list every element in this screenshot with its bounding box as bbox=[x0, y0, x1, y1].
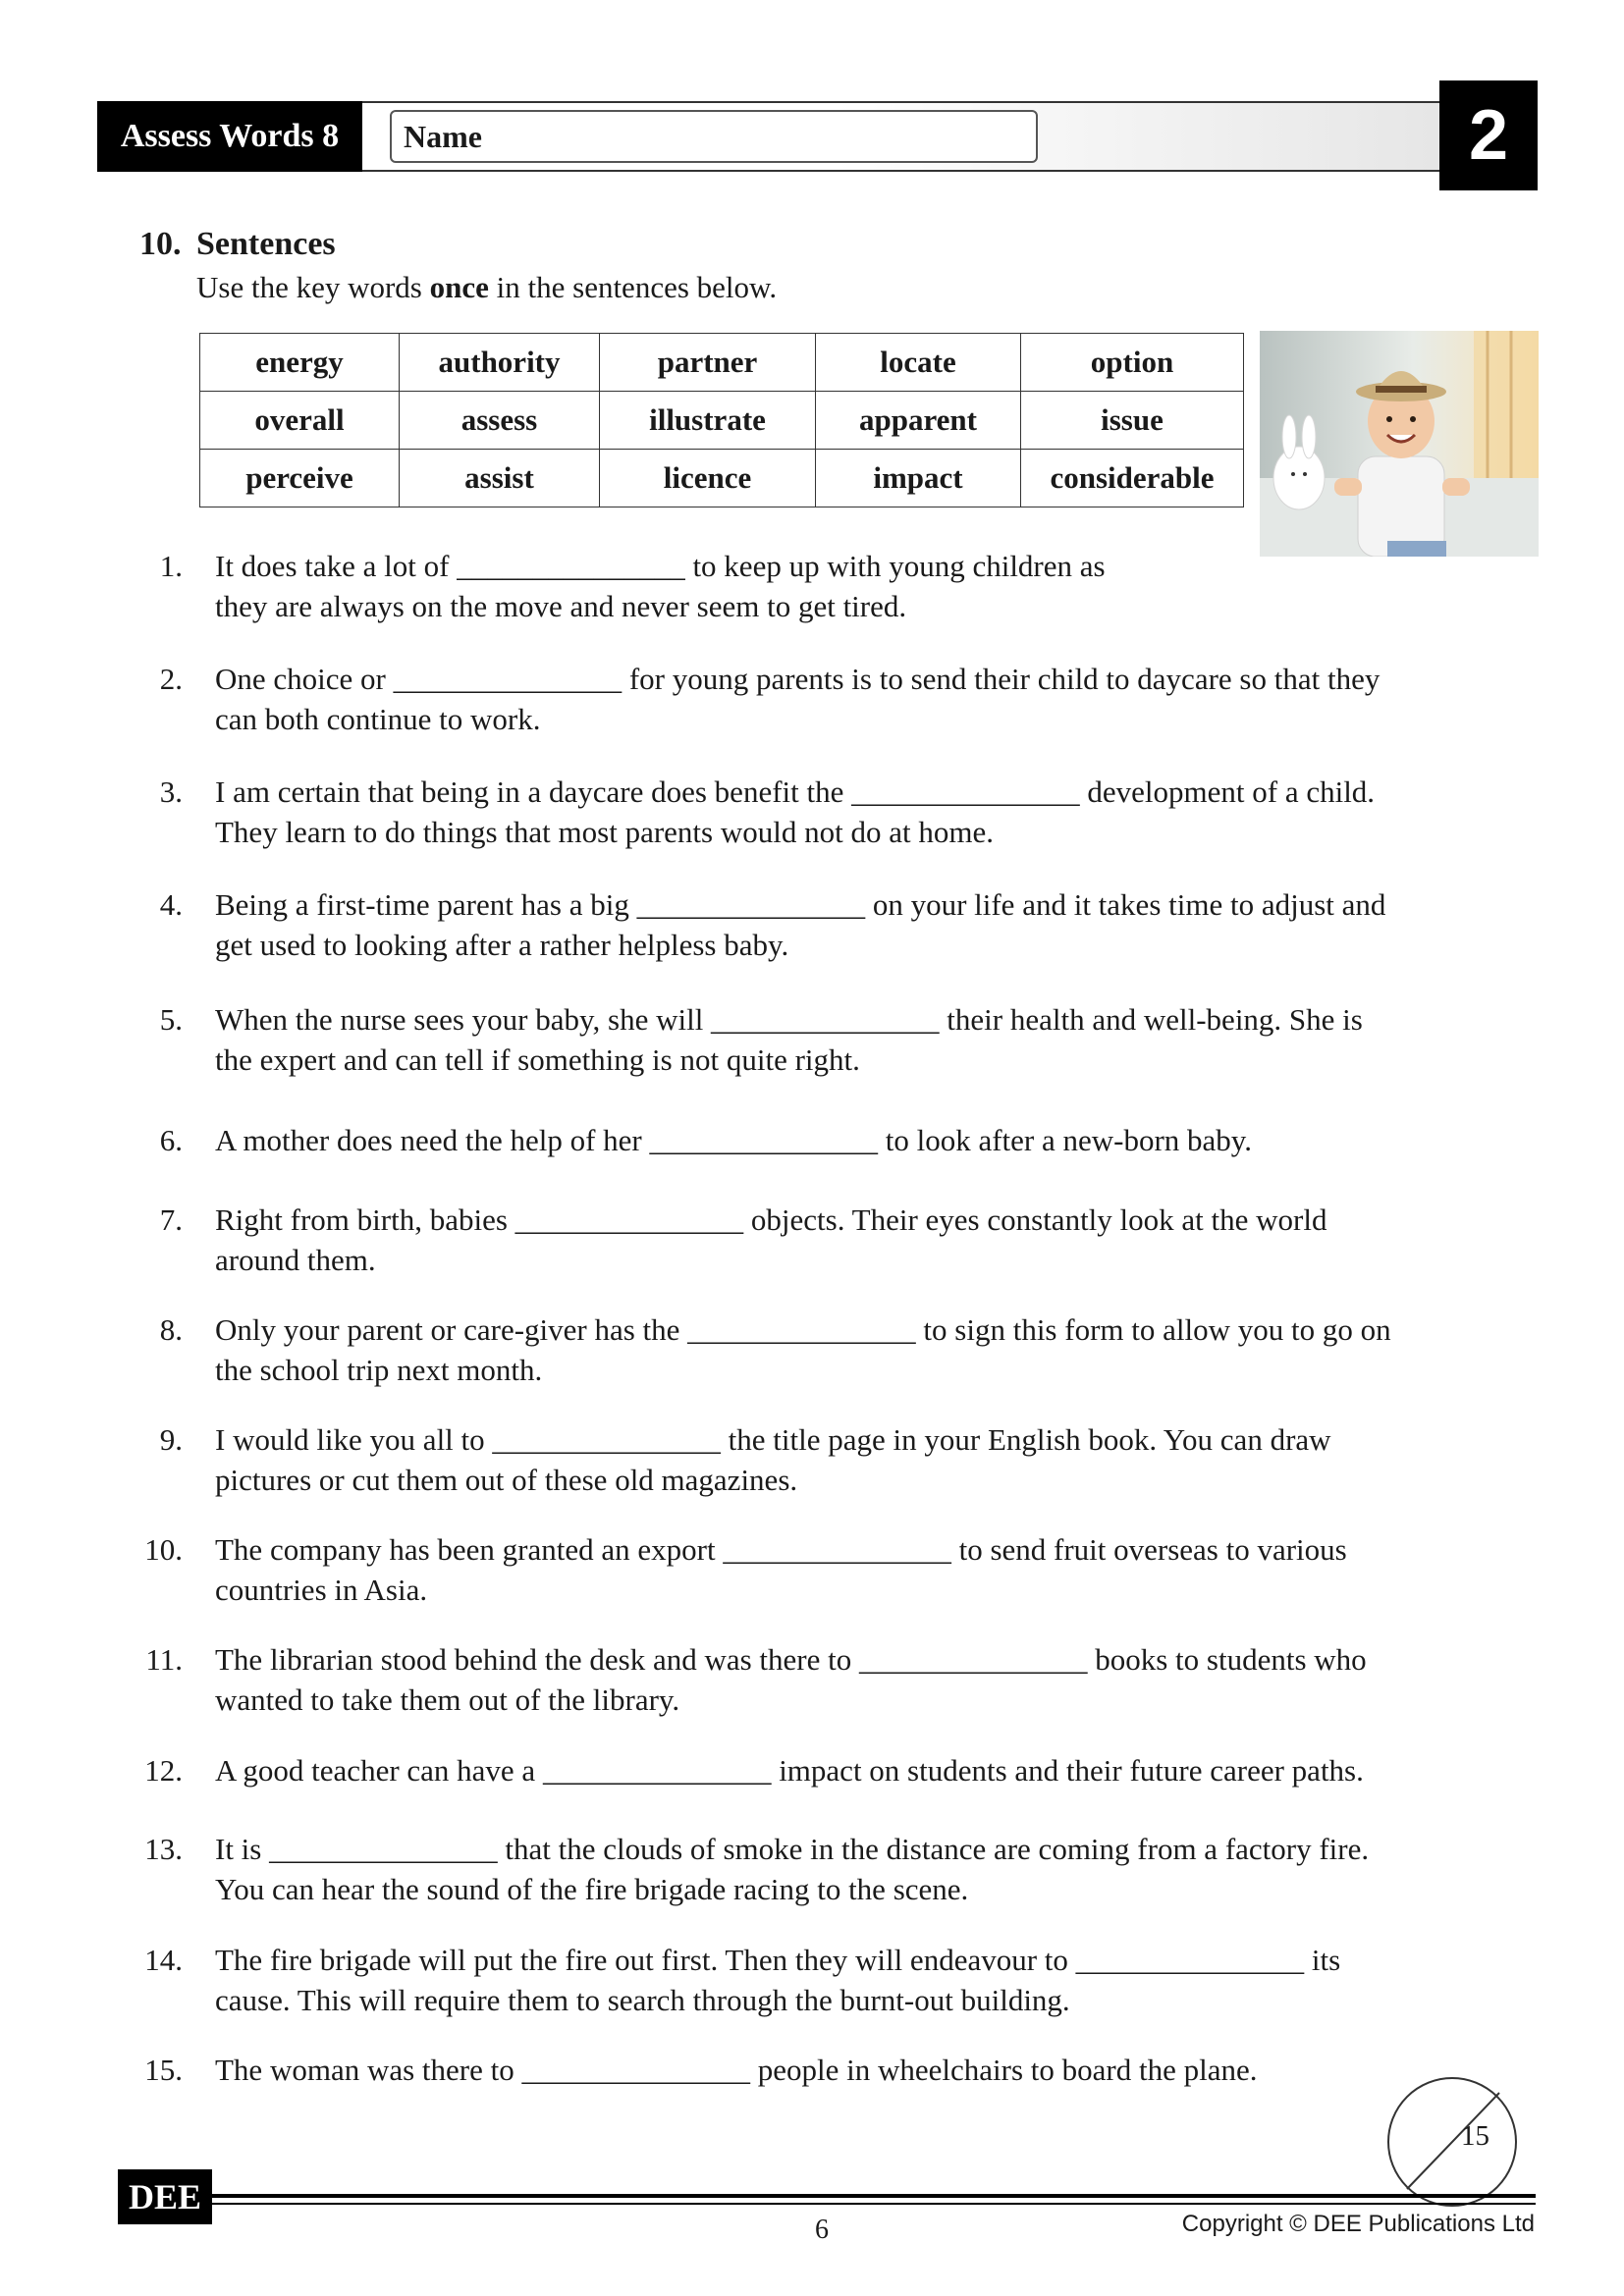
question-number: 9. bbox=[159, 1422, 183, 1457]
section-number: 10. bbox=[139, 226, 182, 262]
instructions: Use the key words once in the sentences below. bbox=[196, 270, 778, 304]
footer-divider bbox=[212, 2194, 1536, 2198]
question-text: The company has been granted an export _______________ to send fruit overseas to various countries in Asia. bbox=[215, 1532, 1347, 1607]
word-bank-cell: impact bbox=[816, 450, 1021, 507]
question-number: 14. bbox=[144, 1943, 183, 1977]
question-number: 13. bbox=[144, 1832, 183, 1866]
question-number: 6. bbox=[159, 1123, 183, 1157]
word-bank-cell: energy bbox=[200, 334, 400, 392]
question-text: A mother does need the help of her _______________ to look after a new-born baby. bbox=[215, 1123, 1253, 1157]
word-bank-cell: overall bbox=[200, 392, 400, 450]
question-number: 12. bbox=[144, 1753, 183, 1788]
question-text: The fire brigade will put the fire out first. Then they will endeavour to _______________ its cause. This will require them to search through the burnt-out building. bbox=[215, 1943, 1341, 2017]
question-number: 11. bbox=[145, 1642, 183, 1677]
word-bank-cell: authority bbox=[400, 334, 600, 392]
score-circle[interactable] bbox=[1387, 2077, 1517, 2207]
question-text: Only your parent or care-giver has the _______________ to sign this form to allow you to go on the school trip next month. bbox=[215, 1312, 1391, 1387]
question-text: When the nurse sees your baby, she will _______________ their health and well-being. She is the expert and can tell if something is not quite right. bbox=[215, 1002, 1363, 1077]
word-bank-cell: issue bbox=[1021, 392, 1244, 450]
word-bank-cell: assess bbox=[400, 392, 600, 450]
word-bank-row bbox=[200, 450, 1244, 507]
question-number: 8. bbox=[159, 1312, 183, 1347]
question-text: The woman was there to _______________ people in wheelchairs to board the plane. bbox=[215, 2053, 1258, 2087]
word-bank-cell: licence bbox=[600, 450, 816, 507]
word-bank-cell: assist bbox=[400, 450, 600, 507]
question-number: 7. bbox=[159, 1202, 183, 1237]
question-text: It is _______________ that the clouds of smoke in the distance are coming from a factory fire. You can hear the sound of the fire brigade racing to the scene. bbox=[215, 1832, 1370, 1906]
footer-divider bbox=[212, 2203, 1536, 2205]
copyright: Copyright © DEE Publications Ltd bbox=[1181, 2211, 1535, 2237]
question-number: 3. bbox=[159, 774, 183, 809]
word-bank-cell: illustrate bbox=[600, 392, 816, 450]
question-text: It does take a lot of _______________ to keep up with young children as they are always on the move and never seem to get tired. bbox=[215, 549, 1106, 623]
question-number: 1. bbox=[159, 549, 183, 583]
score-total: 15 bbox=[1461, 2120, 1489, 2152]
question-number: 5. bbox=[159, 1002, 183, 1037]
question-text: I would like you all to _______________ the title page in your English book. You can draw pictures or cut them out of these old magazines. bbox=[215, 1422, 1331, 1497]
question-number: 4. bbox=[159, 887, 183, 922]
score-slash-icon bbox=[1389, 2079, 1515, 2205]
unit-number: 2 bbox=[1439, 80, 1538, 190]
question-text: Right from birth, babies _______________ objects. Their eyes constantly look at the world around them. bbox=[215, 1202, 1327, 1277]
word-bank-table bbox=[199, 333, 1244, 507]
worksheet-title: Assess Words 8 bbox=[97, 101, 362, 172]
word-bank-cell: option bbox=[1021, 334, 1244, 392]
name-field[interactable]: Name bbox=[390, 110, 1038, 163]
word-bank-cell: perceive bbox=[200, 450, 400, 507]
question-text: One choice or _______________ for young parents is to send their child to daycare so that they can both continue to work. bbox=[215, 662, 1380, 736]
word-bank-row bbox=[200, 392, 1244, 450]
question-text: Being a first-time parent has a big _______________ on your life and it takes time to adjust and get used to looking after a rather helpless baby. bbox=[215, 887, 1386, 962]
page-number: 6 bbox=[815, 2215, 829, 2245]
word-bank-cell: partner bbox=[600, 334, 816, 392]
word-bank-cell: apparent bbox=[816, 392, 1021, 450]
question-number: 10. bbox=[144, 1532, 183, 1567]
child-photo bbox=[1260, 331, 1539, 557]
word-bank-row bbox=[200, 334, 1244, 392]
question-text: I am certain that being in a daycare does benefit the _______________ development of a child. They learn to do things that most parents would not do at home. bbox=[215, 774, 1376, 849]
publisher-logo: DEE bbox=[118, 2169, 212, 2224]
question-number: 15. bbox=[144, 2053, 183, 2087]
question-text: The librarian stood behind the desk and was there to _______________ books to students who wanted to take them out of the library. bbox=[215, 1642, 1367, 1717]
word-bank-cell: considerable bbox=[1021, 450, 1244, 507]
word-bank-cell: locate bbox=[816, 334, 1021, 392]
section-title: Sentences bbox=[196, 226, 336, 262]
question-number: 2. bbox=[159, 662, 183, 696]
question-text: A good teacher can have a _______________ impact on students and their future career paths. bbox=[215, 1753, 1364, 1788]
